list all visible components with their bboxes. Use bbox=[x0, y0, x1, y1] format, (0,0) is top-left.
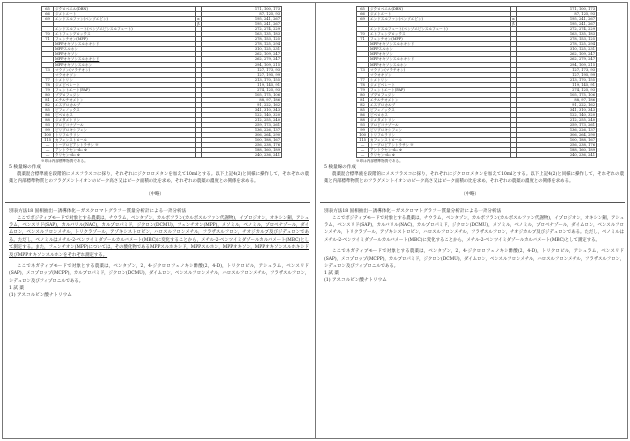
cell-ions: 105, 175, 106 bbox=[202, 92, 282, 97]
cell-compound: エンドスルファン(ベンゾエピン) bbox=[369, 17, 511, 22]
cell-ions: 278, 153, 125 bbox=[517, 37, 597, 42]
cell-number: 73 bbox=[357, 67, 369, 72]
cell-compound: アントラセン-d₁₀ ※ bbox=[54, 148, 196, 153]
table-row bbox=[42, 153, 282, 158]
cell-number: 115 bbox=[42, 138, 54, 143]
cell-compound: エンドスルフェート(ベンゾエピンスルフェート) bbox=[369, 27, 511, 32]
cell-compound: MPPオキソンスルホキシド bbox=[54, 57, 196, 62]
cell-number: 77 bbox=[357, 77, 369, 82]
cell-number: 82 bbox=[42, 102, 54, 107]
cell-ions: 136, 226, 137 bbox=[517, 128, 597, 133]
cell-compound: アントラセン-d₁₀ ※ bbox=[369, 148, 511, 153]
cell-number: 86 bbox=[357, 112, 369, 117]
cell-ions: 240, 236, 241 bbox=[202, 153, 282, 158]
cell-ions: 274, 125, 93 bbox=[517, 87, 597, 92]
cell-compound: フェントエート(PAP) bbox=[54, 87, 196, 92]
cell-compound: ブプロフェジン bbox=[369, 92, 511, 97]
cell-number: 80 bbox=[42, 92, 54, 97]
cell-ions: 341, 310, 343 bbox=[517, 107, 597, 112]
cell-number: 70 bbox=[357, 32, 369, 37]
cell-ions: 136, 226, 137 bbox=[202, 128, 282, 133]
cell-compound: MPPオキソンスルホン bbox=[54, 62, 196, 67]
cell-ions: 88, 97, 186 bbox=[202, 97, 282, 102]
cell-compound: ジメタメトリン bbox=[369, 118, 511, 123]
cell-number: 88 bbox=[357, 118, 369, 123]
annex-text: ここでポジティブモードで対象とする農薬は，チウラム，ベンタゾン，カルボフラン(カルボスルファン代謝物)，イプロジオン，オキシン銅，アシュラム，ベンスリド(SAP)，カルバリル(NAC)，カルプロパミド，ジクロン(DCMU)，フェンチオン(MPP)，メソミル，ベノミル，プロベナゾール，ダイムロン，ベンスルフロンメチル，トリクラゾール，アゾキシストロビン，ハロスルフロンメチル，フラザスルフロン，チオジカルブ及びジデュロンである。ただし，ベノミルはメチル-2-ベンツイミダゾールカルバメート(MBC)に変化することから，メチル-2-ベンツイミダゾールカルバメート(MBC)として測定する。また，フェンチオン(MPP)については，その酸化物であるMPPスルホキシド，MPPスルホン，MPPオキソン，MPPオキソンスルホキシド及びMPPオキソンスルホンをそれぞれ測定する。 bbox=[9, 215, 309, 258]
cell-compound: フェンチオン(MPP) bbox=[369, 37, 511, 42]
cell-isomer: β bbox=[197, 22, 200, 27]
cell-number: 73 bbox=[42, 67, 54, 72]
negative-mode-text: ここでネガティブモードで対象とする農薬は，ベンタゾン，2，4-ジクロロフェノキシ酢酸(2，4-D)，トリクロピル，アシュラム，ベンスリド(SAP)，メコプロップ(MCPP)，カルブロパミド，ジクロン(DCMU)，ダイムロン，ベンスルフロンメチル，ハロスルフロンメチル，フラザスルフロン，シデュロン及びフィプロニルである。 bbox=[9, 264, 309, 284]
reagent-title: 1 試 薬 bbox=[9, 286, 25, 292]
cell-ions: 256, 238, 176 bbox=[202, 143, 282, 148]
cell-number: 88 bbox=[42, 118, 54, 123]
cell-ions: 119, 145, 91 bbox=[202, 82, 282, 87]
cell-compound: MPPオキソンスルホキシド bbox=[369, 42, 511, 47]
cell-number: 81 bbox=[42, 97, 54, 102]
cell-ions: 195, 241, 267 bbox=[202, 17, 282, 22]
cell-compound: マラオキソン bbox=[369, 72, 511, 77]
cell-number: 65 bbox=[42, 7, 54, 12]
cell-ions: 163, 135, 183 bbox=[202, 32, 282, 37]
horizontal-rule bbox=[320, 202, 625, 203]
omission-mark: （中略） bbox=[461, 191, 479, 197]
cell-compound: ジクロベニル(DBN) bbox=[54, 7, 196, 12]
cell-number: 71 bbox=[42, 37, 54, 42]
cell-ions: 259, 173, 261 bbox=[517, 123, 597, 128]
cell-number: 80 bbox=[357, 92, 369, 97]
cell-ions: 272, 274, 229 bbox=[517, 27, 597, 32]
cell-number: 78 bbox=[42, 82, 54, 87]
cell-ions: 310, 125, 231 bbox=[517, 47, 597, 52]
cell-number: 66 bbox=[357, 12, 369, 17]
cell-compound: ジメピペレート bbox=[54, 82, 196, 87]
cell-number: — bbox=[357, 148, 369, 153]
cell-ions: 278, 125, 294 bbox=[517, 42, 597, 47]
cell-ions: 212, 255, 240 bbox=[202, 118, 282, 123]
cell-number: 70 bbox=[42, 32, 54, 37]
cell-compound: シメトリン bbox=[54, 77, 196, 82]
cell-ions: 341, 310, 343 bbox=[202, 107, 282, 112]
cell-ions: 88, 97, 186 bbox=[517, 97, 597, 102]
cell-ions: 105, 175, 106 bbox=[517, 92, 597, 97]
cell-number: 93 bbox=[357, 123, 369, 128]
cell-ions: 119, 145, 91 bbox=[517, 82, 597, 87]
cell-compound: ブプロフェジン bbox=[54, 92, 196, 97]
cell-number: — bbox=[357, 153, 369, 158]
cell-compound: マラソン(マラチオン) bbox=[54, 67, 196, 72]
cell-ions: 127, 195, 99 bbox=[517, 72, 597, 77]
table-note: ※印は内部標準物質である。 bbox=[41, 159, 88, 164]
cell-number: — bbox=[357, 143, 369, 148]
section-title: 5 検量線の作成 bbox=[9, 164, 41, 170]
cell-compound: ジメトエート bbox=[54, 12, 196, 17]
cell-compound: エスプロカルブ bbox=[54, 102, 196, 107]
table-note: ※印は内部標準物質である。 bbox=[356, 159, 403, 164]
section-title: 5 検量線の作成 bbox=[324, 164, 356, 170]
column-before bbox=[5, 6, 310, 299]
cell-number: 79 bbox=[42, 87, 54, 92]
cell-compound: フェンチオン(MPP) bbox=[54, 37, 196, 42]
cell-ions: 188, 160, 189 bbox=[202, 148, 282, 153]
table-row bbox=[357, 153, 597, 158]
cell-compound: MPPスルホン bbox=[54, 47, 196, 52]
cell-ions: 87, 125, 93 bbox=[202, 12, 282, 17]
cell-compound: MPPオキソンスルホキシド bbox=[54, 42, 196, 47]
cell-number: 100 bbox=[42, 133, 54, 138]
cell-number: — bbox=[42, 143, 54, 148]
cell-compound: MPPオキソン bbox=[54, 52, 196, 57]
cell-number: 115 bbox=[357, 138, 369, 143]
cell-ions: 122, 140, 320 bbox=[202, 112, 282, 117]
cell-compound: MPPオキソンスルホキシド bbox=[369, 57, 511, 62]
cell-ions: 278, 125, 294 bbox=[202, 42, 282, 47]
cell-number: 99 bbox=[357, 128, 369, 133]
cell-ions: 306, 264, 290 bbox=[517, 133, 597, 138]
cell-number: 71 bbox=[357, 37, 369, 42]
cell-ions: 195, 241, 267 bbox=[202, 22, 282, 27]
cell-compound: ジメピペレート bbox=[369, 82, 511, 87]
cell-compound: エンドスルファン(ベンゾエピン) bbox=[54, 17, 196, 22]
cell-number: 65 bbox=[357, 7, 369, 12]
cell-number: — bbox=[42, 153, 54, 158]
cell-ions: 188, 160, 189 bbox=[517, 148, 597, 153]
cell-ions: 274, 125, 93 bbox=[202, 87, 282, 92]
cell-number: 79 bbox=[357, 87, 369, 92]
cell-ions: 262, 279, 247 bbox=[202, 57, 282, 62]
section-text: 農薬混合標準液を段階的にメスフラスコに採り，それぞれにジクロロメタンを加えて10mlとする。以下上記4(2)と同様に操作して，それぞれの農薬と内部標準物質とのフラグメントイオンのピーク高さ又はピーク面積の比を求め，それぞれの農薬の濃度との関係を求める。 bbox=[324, 171, 624, 185]
cell-ions: 171, 100, 173 bbox=[202, 7, 282, 12]
cell-compound: MPPスルホン bbox=[369, 47, 511, 52]
cell-compound: トープロピアントラサン ※ bbox=[54, 143, 196, 148]
cell-ions: 272, 274, 229 bbox=[202, 27, 282, 32]
cell-compound: カフェンストロール bbox=[369, 138, 511, 143]
cell-isomer: α bbox=[197, 17, 200, 22]
section-text: 農薬混合標準液を段階的にメスフラスコに採り，それぞれにジクロロメタンを加えて10mlとする。以下上記4(2)と同様に操作して，それぞれの農薬と内部標準物質とのフラグメントイオンのピーク高さ又はピーク面積の比を求め，それぞれの農薬の濃度との関係を求める。 bbox=[9, 171, 309, 185]
cell-compound: エスプロカルブ bbox=[369, 102, 511, 107]
cell-ions: 212, 255, 240 bbox=[517, 118, 597, 123]
cell-ions: 195, 241, 267 bbox=[517, 22, 597, 27]
cell-number: 82 bbox=[357, 102, 369, 107]
cell-ions: 294, 109, 215 bbox=[517, 62, 597, 67]
cell-compound: ピフェノックス bbox=[369, 107, 511, 112]
cell-ions: 171, 100, 173 bbox=[517, 7, 597, 12]
cell-compound: カフェンストロール bbox=[54, 138, 196, 143]
cell-ions: 100, 188, 167 bbox=[202, 138, 282, 143]
cell-compound: トリフルラリン bbox=[54, 133, 196, 138]
cell-number: 78 bbox=[357, 82, 369, 87]
annex-title: 別表方法18 固相抽出－誘導体化－ガスクロマトグラフ－質量分析計による一斉分析法 bbox=[9, 208, 187, 214]
cell-ions: 259, 173, 261 bbox=[202, 123, 282, 128]
compound-table-before bbox=[41, 6, 282, 158]
cell-number: 85 bbox=[42, 107, 54, 112]
cell-compound: トリフルラリン bbox=[369, 133, 511, 138]
reagent-item: (1) アスコルビン酸ナトリウム bbox=[9, 293, 72, 299]
cell-ions: 278, 153, 125 bbox=[202, 37, 282, 42]
cell-ions: 213, 170, 155 bbox=[202, 77, 282, 82]
cell-number: 99 bbox=[42, 128, 54, 133]
cell-number: 93 bbox=[42, 123, 54, 128]
reagent-item: (1) アスコルビン酸ナトリウム bbox=[324, 278, 387, 284]
cell-ions: 91, 222, 162 bbox=[517, 102, 597, 107]
cell-compound: ピペロホス bbox=[369, 112, 511, 117]
cell-ions: 262, 279, 247 bbox=[517, 57, 597, 62]
cell-compound: フェントエート(PAP) bbox=[369, 87, 511, 92]
cell-compound: エチルチオメトン bbox=[369, 97, 511, 102]
compound-table-after bbox=[356, 6, 597, 158]
cell-ions: 195, 241, 267 bbox=[517, 17, 597, 22]
cell-ions: 213, 170, 155 bbox=[517, 77, 597, 82]
cell-compound: トープロピアントラサン ※ bbox=[369, 143, 511, 148]
column-after bbox=[320, 6, 625, 284]
cell-compound: ピリプロキシフェン bbox=[54, 128, 196, 133]
cell-ions: 262, 109, 247 bbox=[202, 52, 282, 57]
cell-isomer: β bbox=[512, 22, 515, 27]
cell-ions: 262, 109, 247 bbox=[517, 52, 597, 57]
annex-title: 別表方法18 固相抽出－誘導体化－ガスクロマトグラフ－質量分析計による一斉分析法 bbox=[324, 208, 502, 214]
cell-number: 77 bbox=[42, 77, 54, 82]
cell-isomer: α bbox=[512, 17, 515, 22]
cell-compound: MPPオキソン bbox=[369, 52, 511, 57]
cell-ions: 127, 173, 93 bbox=[202, 67, 282, 72]
cell-compound: プロピコナゾール bbox=[54, 123, 196, 128]
cell-ions: 100, 188, 167 bbox=[517, 138, 597, 143]
cell-ions: 256, 238, 176 bbox=[517, 143, 597, 148]
cell-compound: エトフェンプロックス bbox=[54, 32, 196, 37]
column-divider bbox=[315, 2, 316, 439]
cell-compound: ピペロホス bbox=[54, 112, 196, 117]
cell-compound: ピリプロキシフェン bbox=[369, 128, 511, 133]
annex-text: ここでポジティブモードで対象とする農薬は，チウラム，ベンタゾン，カルボフラン(カルボスルファン代謝物)，イプロジオン，オキシン銅，アシュラム，ベンスリド(SAP)，カルバリル(NAC)，カルプロパミド，ジクロン(DCMU)，メソミル，ベノミル，プロベナゾール，ダイムロン，ベンスルフロンメチル，トリクラゾール，アゾキシストロビン，ハロスルフロンメチル，フラザスルフロン，チオジカルブ及びジデュロンである。ただし，ベノミルはメチル-2-ベンツイミダゾールカルバメート(MBC)に変化することから，メチル-2-ベンツイミダゾールカルバメート(MBC)として測定する。 bbox=[324, 215, 624, 243]
cell-number: 69 bbox=[357, 17, 369, 22]
reagent-title: 1 試 薬 bbox=[324, 271, 340, 277]
omission-mark: （中略） bbox=[146, 191, 164, 197]
horizontal-rule bbox=[5, 202, 310, 203]
cell-number: 66 bbox=[42, 12, 54, 17]
cell-ions: 310, 125, 231 bbox=[202, 47, 282, 52]
cell-ions: 122, 140, 320 bbox=[517, 112, 597, 117]
cell-compound: マラソン(マラチオン) bbox=[369, 67, 511, 72]
cell-ions: 240, 236, 241 bbox=[517, 153, 597, 158]
cell-number: 85 bbox=[357, 107, 369, 112]
cell-ions: 91, 222, 162 bbox=[202, 102, 282, 107]
cell-ions: 306, 264, 290 bbox=[202, 133, 282, 138]
cell-compound: エンドスルフェート(ベンゾエピンスルフェート) bbox=[54, 27, 196, 32]
cell-compound: プロピコナゾール bbox=[369, 123, 511, 128]
cell-number: 69 bbox=[42, 17, 54, 22]
cell-compound: クリセン-d₁₂ ※ bbox=[54, 153, 196, 158]
cell-compound: シメトリン bbox=[369, 77, 511, 82]
cell-compound: クリセン-d₁₂ ※ bbox=[369, 153, 511, 158]
cell-compound: エトフェンプロックス bbox=[369, 32, 511, 37]
cell-ions: 163, 135, 183 bbox=[517, 32, 597, 37]
cell-compound: ジメタメトリン bbox=[54, 118, 196, 123]
cell-number: 86 bbox=[42, 112, 54, 117]
cell-number: 100 bbox=[357, 133, 369, 138]
cell-compound: ピフェノックス bbox=[54, 107, 196, 112]
cell-number: — bbox=[42, 148, 54, 153]
cell-compound: ジメトエート bbox=[369, 12, 511, 17]
cell-compound: MPPオキソンスルホン bbox=[369, 62, 511, 67]
cell-compound: エチルチオメトン bbox=[54, 97, 196, 102]
cell-ions: 127, 195, 99 bbox=[202, 72, 282, 77]
negative-mode-text: ここでネガティブモードで対象とする農薬は，ベンタゾン，2，4-ジクロロフェノキシ酢酸(2，4-D)，トリクロピル，アシュラム，ベンスリド(SAP)，メコプロップ(MCPP)，カルブロパミド，ジクロン(DCMU)，ダイムロン，ベンスルフロンメチル，ハロスルフロンメチル，フラザスルフロン，シデュロン及びフィプロニルである。 bbox=[324, 249, 624, 270]
cell-compound: ジクロベニル(DBN) bbox=[369, 7, 511, 12]
cell-compound: マラオキソン bbox=[54, 72, 196, 77]
cell-ions: 127, 173, 93 bbox=[517, 67, 597, 72]
cell-ions: 87, 125, 93 bbox=[517, 12, 597, 17]
cell-number: 81 bbox=[357, 97, 369, 102]
cell-ions: 294, 109, 215 bbox=[202, 62, 282, 67]
